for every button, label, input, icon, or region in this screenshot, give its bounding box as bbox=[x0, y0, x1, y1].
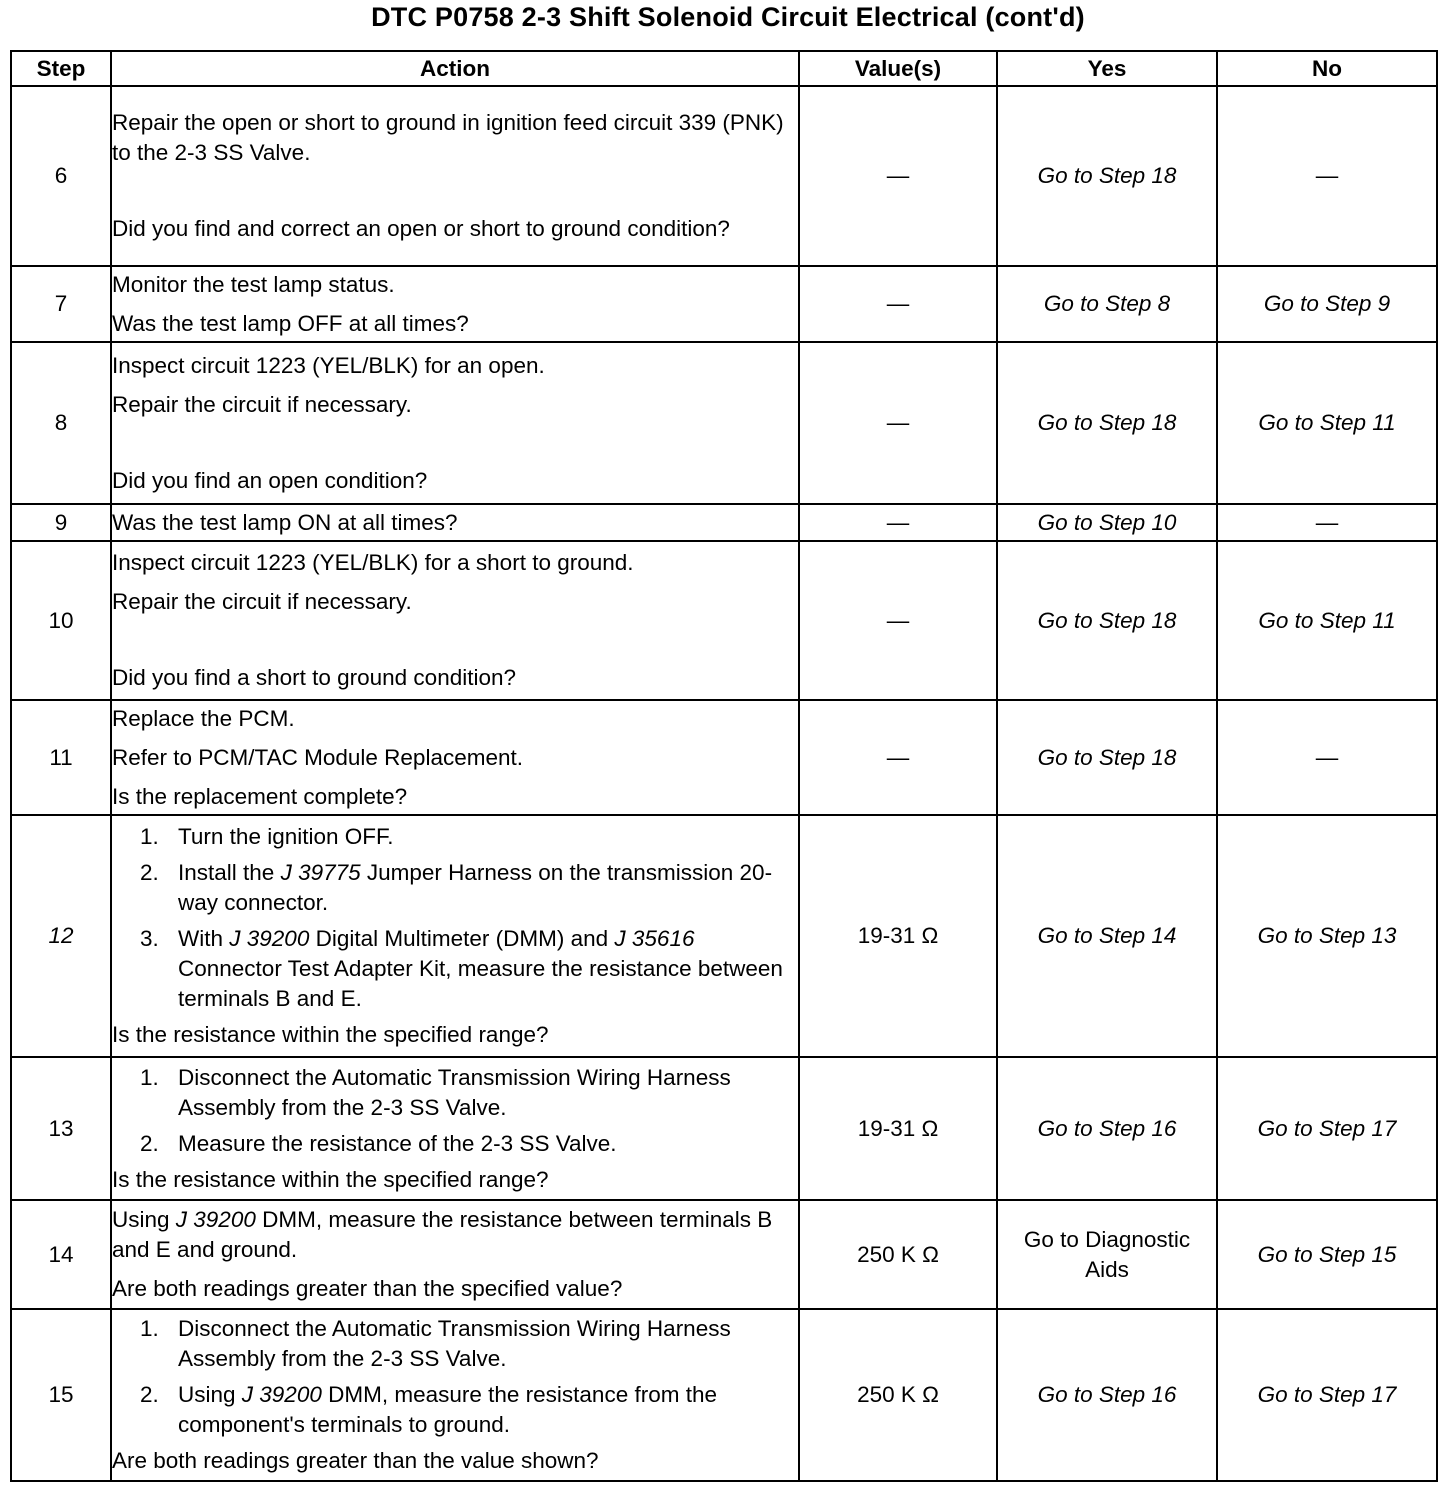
yes-cell: Go to Step 18 bbox=[997, 342, 1217, 504]
yes-cell: Go to Step 18 bbox=[997, 700, 1217, 815]
table-row bbox=[11, 1200, 1437, 1309]
action-text: Inspect circuit 1223 (YEL/BLK) for a short to ground. bbox=[112, 550, 634, 575]
value-cell: — bbox=[799, 86, 997, 266]
value-cell: 250 K Ω bbox=[799, 1200, 997, 1309]
header-row bbox=[11, 51, 1437, 86]
action-cell bbox=[111, 815, 799, 1057]
procedure-list bbox=[112, 1063, 798, 1159]
table-row bbox=[11, 266, 1437, 342]
step-number: 6 bbox=[11, 86, 111, 266]
tool-reference: J 35616 bbox=[614, 926, 695, 951]
procedure-list bbox=[112, 822, 798, 1014]
action-text: Repair the circuit if necessary. bbox=[112, 589, 412, 614]
action-text: Monitor the test lamp status. bbox=[112, 271, 395, 297]
action-question: Did you find an open condition? bbox=[112, 467, 428, 493]
action-cell bbox=[111, 1057, 799, 1200]
yes-cell: Go to Step 14 bbox=[997, 815, 1217, 1057]
table-row bbox=[11, 86, 1437, 266]
no-cell: Go to Step 11 bbox=[1217, 342, 1437, 504]
no-cell: — bbox=[1217, 504, 1437, 541]
action-cell bbox=[111, 266, 799, 342]
yes-cell: Go to Step 8 bbox=[997, 266, 1217, 342]
table-row bbox=[11, 342, 1437, 504]
value-cell: 19-31 Ω bbox=[799, 815, 997, 1057]
action-text: Refer to PCM/TAC Module Replacement. bbox=[112, 744, 523, 770]
action-cell bbox=[111, 1200, 799, 1309]
action-question: Is the resistance within the specified range? bbox=[112, 1022, 549, 1047]
value-cell: — bbox=[799, 266, 997, 342]
table-row bbox=[11, 541, 1437, 700]
action-text: Using J 39200 DMM, measure the resistance between terminals B and E and ground. bbox=[112, 1207, 773, 1262]
action-cell bbox=[111, 504, 799, 541]
step-number: 12 bbox=[11, 815, 111, 1057]
step-number: 14 bbox=[11, 1200, 111, 1309]
header-value: Value(s) bbox=[799, 51, 997, 86]
yes-cell bbox=[997, 1200, 1217, 1309]
step-number: 13 bbox=[11, 1057, 111, 1200]
no-cell: Go to Step 17 bbox=[1217, 1309, 1437, 1481]
procedure-list bbox=[112, 1314, 798, 1440]
action-cell bbox=[111, 700, 799, 815]
action-question: Did you find a short to ground condition? bbox=[112, 665, 517, 690]
tool-reference: J 39200 bbox=[229, 926, 310, 951]
header-yes: Yes bbox=[997, 51, 1217, 86]
tool-reference: J 39200 bbox=[241, 1382, 322, 1407]
yes-cell: Go to Step 16 bbox=[997, 1057, 1217, 1200]
value-cell: — bbox=[799, 700, 997, 815]
no-cell: — bbox=[1217, 86, 1437, 266]
list-item: 2. Install the J 39775 Jumper Harness on the transmission 20-way connector. bbox=[140, 860, 773, 915]
yes-cell: Go to Step 10 bbox=[997, 504, 1217, 541]
action-cell bbox=[111, 1309, 799, 1481]
action-cell bbox=[111, 342, 799, 504]
list-item: 1. Disconnect the Automatic Transmission Wiring Harness Assembly from the 2-3 SS Valve. bbox=[140, 1064, 731, 1120]
step-number: 9 bbox=[11, 504, 111, 541]
list-item: 2. Using J 39200 DMM, measure the resistance from the component's terminals to ground. bbox=[140, 1382, 717, 1437]
header-no: No bbox=[1217, 51, 1437, 86]
action-text: Repair the open or short to ground in ignition feed circuit 339 (PNK) to the 2-3 SS Valve. bbox=[112, 110, 784, 165]
action-question: Was the test lamp ON at all times? bbox=[112, 509, 458, 535]
action-text: Inspect circuit 1223 (YEL/BLK) for an open. bbox=[112, 352, 545, 378]
value-cell: 250 K Ω bbox=[799, 1309, 997, 1481]
table-row bbox=[11, 1057, 1437, 1200]
action-cell bbox=[111, 86, 799, 266]
value-cell: — bbox=[799, 504, 997, 541]
action-question: Are both readings greater than the value shown? bbox=[112, 1448, 599, 1473]
step-number: 7 bbox=[11, 266, 111, 342]
value-cell: — bbox=[799, 342, 997, 504]
action-cell bbox=[111, 541, 799, 700]
header-step: Step bbox=[11, 51, 111, 86]
header-action: Action bbox=[111, 51, 799, 86]
action-question: Is the replacement complete? bbox=[112, 783, 408, 809]
table-row bbox=[11, 1309, 1437, 1481]
list-item: 2. Measure the resistance of the 2-3 SS Valve. bbox=[140, 1130, 617, 1156]
action-question: Did you find and correct an open or short to ground condition? bbox=[112, 216, 730, 241]
table-row bbox=[11, 700, 1437, 815]
action-question: Was the test lamp OFF at all times? bbox=[112, 310, 469, 336]
no-cell: Go to Step 9 bbox=[1217, 266, 1437, 342]
no-cell: — bbox=[1217, 700, 1437, 815]
list-item: 1. Turn the ignition OFF. bbox=[140, 824, 394, 849]
step-number: 8 bbox=[11, 342, 111, 504]
no-cell: Go to Step 15 bbox=[1217, 1200, 1437, 1309]
diagnostic-table bbox=[10, 50, 1438, 1482]
tool-reference: J 39200 bbox=[175, 1207, 256, 1232]
action-text: Repair the circuit if necessary. bbox=[112, 391, 412, 417]
step-number: 15 bbox=[11, 1309, 111, 1481]
page-title: DTC P0758 2-3 Shift Solenoid Circuit Electrical (cont'd) bbox=[371, 2, 1085, 32]
action-question: Are both readings greater than the specified value? bbox=[112, 1276, 623, 1301]
tool-reference: J 39775 bbox=[280, 860, 361, 885]
no-cell: Go to Step 17 bbox=[1217, 1057, 1437, 1200]
list-item: 3. With J 39200 Digital Multimeter (DMM) and J 35616 Connector Test Adapter Kit, measure the resistance between terminals B and E. bbox=[140, 926, 783, 1011]
yes-cell: Go to Step 18 bbox=[997, 541, 1217, 700]
value-cell: 19-31 Ω bbox=[799, 1057, 997, 1200]
step-number: 11 bbox=[11, 700, 111, 815]
yes-cell: Go to Step 16 bbox=[997, 1309, 1217, 1481]
value-cell: — bbox=[799, 541, 997, 700]
list-item: 1. Disconnect the Automatic Transmission Wiring Harness Assembly from the 2-3 SS Valve. bbox=[140, 1316, 731, 1371]
action-question: Is the resistance within the specified range? bbox=[112, 1166, 549, 1192]
table-row bbox=[11, 815, 1437, 1057]
diagnostic-aids-reference: Go to Diagnostic Aids bbox=[1023, 1226, 1191, 1282]
step-number: 10 bbox=[11, 541, 111, 700]
no-cell: Go to Step 11 bbox=[1217, 541, 1437, 700]
no-cell: Go to Step 13 bbox=[1217, 815, 1437, 1057]
yes-cell: Go to Step 18 bbox=[997, 86, 1217, 266]
table-row bbox=[11, 504, 1437, 541]
action-text: Replace the PCM. bbox=[112, 705, 295, 731]
